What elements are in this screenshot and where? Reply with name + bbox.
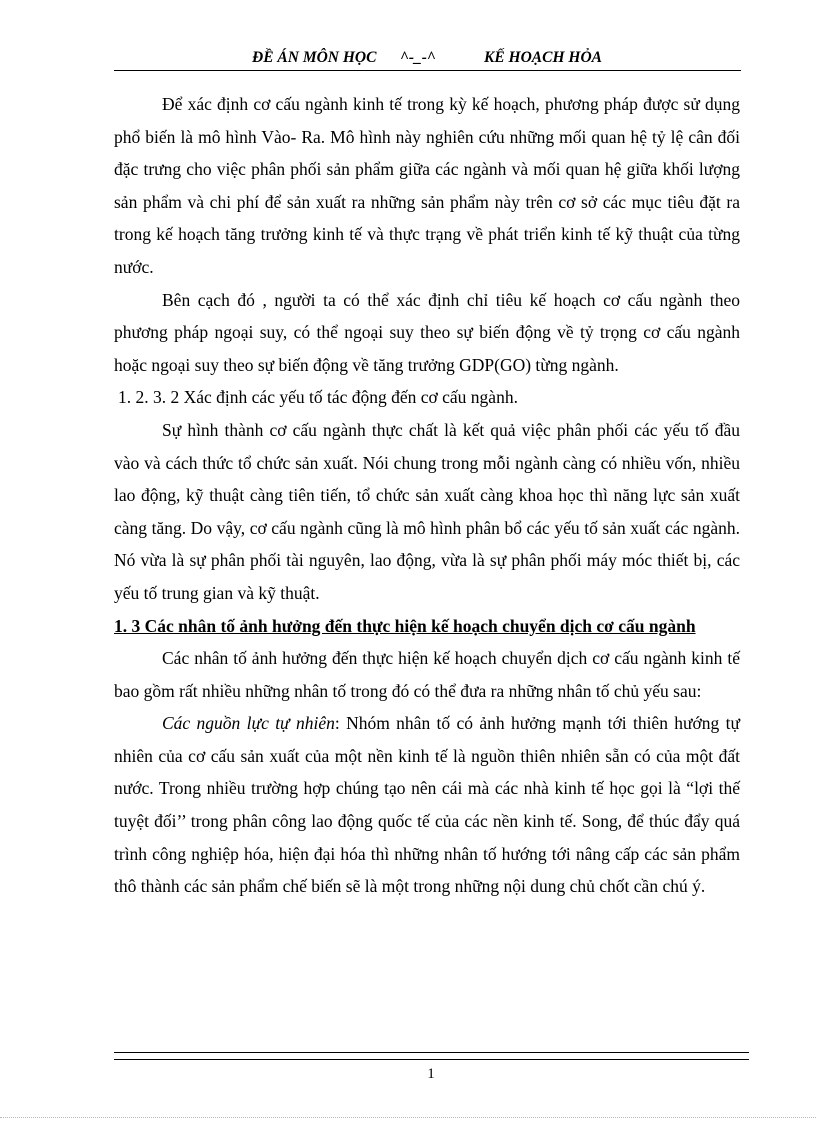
page-header — [114, 48, 741, 71]
document-body — [114, 88, 740, 903]
footer-double-rule — [114, 1052, 749, 1060]
paragraph-extrapolation: Bên cạch đó , người ta có thể xác định chỉ tiêu kế hoạch cơ cấu ngành theo phương pháp ngoại suy, có thể ngoại suy theo sự biến động về tỷ trọng cơ cấu ngành hoặc ngoại suy theo sự biến động về tăng trưởng GDP(GO) từng ngành. — [114, 289, 740, 375]
section-title: 1. 3 Các nhân tố ảnh hưởng đến thực hiện kế hoạch chuyển dịch cơ cấu ngành — [114, 615, 696, 636]
page-edge-divider — [0, 1117, 816, 1118]
paragraph-factors-intro: Các nhân tố ảnh hưởng đến thực hiện kế hoạch chuyển dịch cơ cấu ngành kinh tế bao gồm rất nhiều những nhân tố trong đó có thể đưa ra những nhân tố chủ yếu sau: — [114, 648, 740, 701]
page-number: 1 — [427, 1066, 435, 1082]
natural-resources-text: : Nhóm nhân tố có ảnh hưởng mạnh tới thiên hướng tự nhiên của cơ cấu sản xuất của một nền kinh tế là nguồn thiên nhiên sẵn có của một đất nước. Trong nhiều trường hợp chúng tạo nên cái mà các nhà kinh tế học gọi là “lợi thế tuyệt đối’’ trong phân công lao động quốc tế của các nền kinh tế. Song, để thúc đẩy quá trình công nghiệp hóa, hiện đại hóa thì những nhân tố hướng tới nâng cấp các sản phẩm thô thành các sản phẩm chế biến sẽ là một trong những nội dung chủ chốt cần chú ý. — [114, 713, 740, 897]
paragraph-sector-formation: Sự hình thành cơ cấu ngành thực chất là kết quả việc phân phối các yếu tố đầu vào và cách thức tổ chức sản xuất. Nói chung trong mỗi ngành càng có nhiều vốn, nhiều lao động, kỹ thuật càng tiên tiến, tổ chức sản xuất càng khoa học thì năng lực sản xuất càng tăng. Do vậy, cơ cấu ngành cũng là mô hình phân bổ các yếu tố sản xuất các ngành. Nó vừa là sự phân phối tài nguyên, lao động, vừa là sự phân phối máy móc thiết bị, các yếu tố trung gian và kỹ thuật. — [114, 419, 740, 603]
paragraph-natural-resources — [114, 707, 740, 903]
paragraph-input-output-model: Để xác định cơ cấu ngành kinh tế trong kỳ kế hoạch, phương pháp được sử dụng phổ biến là mô hình Vào- Ra. Mô hình này nghiên cứu những mối quan hệ tỷ lệ cân đối đặc trưng cho việc phân phối sản phẩm giữa các ngành và mối quan hệ giữa khối lượng sản phẩm và chi phí để sản xuất ra những sản phẩm này trên cơ sở các mục tiêu đặt ra trong kế hoạch tăng trưởng kinh tế và thực trạng về phát triển kinh tế kỹ thuật của từng nước. — [114, 94, 740, 277]
natural-resources-lead: Các nguồn lực tự nhiên — [162, 713, 335, 734]
subheading-factors: 1. 2. 3. 2 Xác định các yếu tố tác động đến cơ cấu ngành. — [118, 387, 518, 408]
header-subject: KẾ HOẠCH HỎA — [484, 49, 602, 66]
header-emoticon: ^-_-^ — [400, 49, 436, 66]
header-course-title: ĐỀ ÁN MÔN HỌC — [252, 49, 377, 66]
